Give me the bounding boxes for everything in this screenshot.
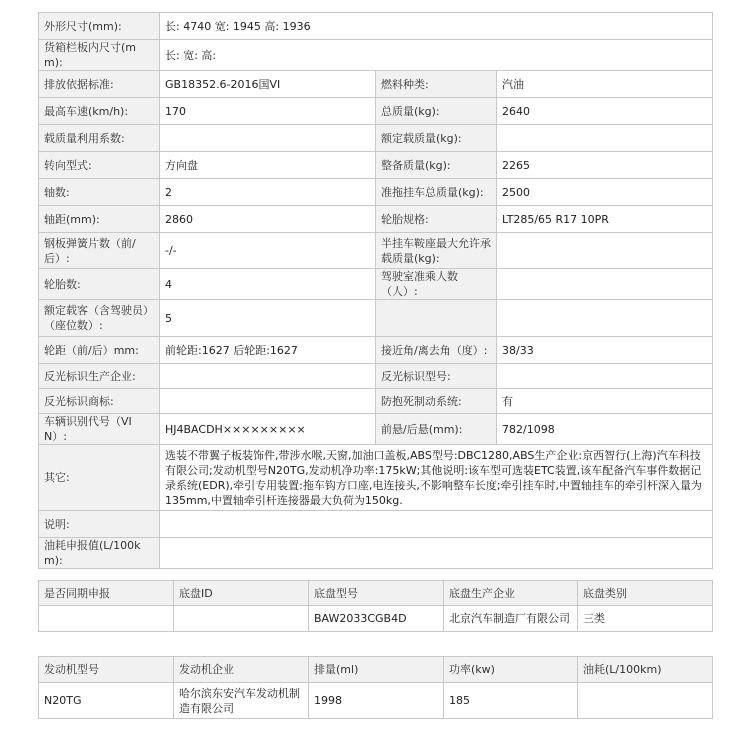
param-label xyxy=(376,300,497,337)
param-label: 外形尺寸(mm): xyxy=(39,13,160,40)
chassis-header-model: 底盘型号 xyxy=(309,581,444,606)
param-label: 最高车速(km/h): xyxy=(39,98,160,125)
engine-table xyxy=(38,656,713,719)
vehicle-param-row xyxy=(39,40,713,71)
param-label: 接近角/离去角（度）: xyxy=(376,337,497,364)
param-label: 驾驶室准乘人数（人）: xyxy=(376,269,497,300)
param-value: 2265 xyxy=(497,152,713,179)
chassis-header-id: 底盘ID xyxy=(174,581,309,606)
param-value: 方向盘 xyxy=(160,152,376,179)
vehicle-param-row xyxy=(39,125,713,152)
vehicle-param-row xyxy=(39,300,713,337)
param-value: GB18352.6-2016国VI xyxy=(160,71,376,98)
param-value xyxy=(497,269,713,300)
param-label: 防抱死制动系统: xyxy=(376,389,497,414)
param-value: 长: 宽: 高: xyxy=(160,40,713,71)
param-label: 准拖挂车总质量(kg): xyxy=(376,179,497,206)
vehicle-params-table xyxy=(38,12,713,569)
param-label: 轴距(mm): xyxy=(39,206,160,233)
chassis-header-sync: 是否同期申报 xyxy=(39,581,174,606)
param-label: 半挂车鞍座最大允许承载质量(kg): xyxy=(376,233,497,269)
engine-power-value: 185 xyxy=(444,683,578,719)
chassis-table xyxy=(38,580,713,632)
vehicle-param-row xyxy=(39,337,713,364)
vehicle-param-row xyxy=(39,152,713,179)
vehicle-param-row xyxy=(39,71,713,98)
chassis-header-maker: 底盘生产企业 xyxy=(444,581,578,606)
vehicle-param-row xyxy=(39,389,713,414)
vehicle-param-row xyxy=(39,511,713,538)
param-value: 有 xyxy=(497,389,713,414)
param-value: 5 xyxy=(160,300,376,337)
engine-header-displacement: 排量(ml) xyxy=(309,657,444,683)
vehicle-param-row xyxy=(39,445,713,511)
engine-model-value: N20TG xyxy=(39,683,174,719)
param-label: 额定载客（含驾驶员）（座位数）: xyxy=(39,300,160,337)
chassis-model-value: BAW2033CGB4D xyxy=(309,606,444,632)
param-value: HJ4BACDH××××××××× xyxy=(160,414,376,445)
vehicle-param-row xyxy=(39,13,713,40)
param-label: 排放依据标准: xyxy=(39,71,160,98)
engine-header-power: 功率(kw) xyxy=(444,657,578,683)
vehicle-param-row xyxy=(39,98,713,125)
chassis-sync-value xyxy=(39,606,174,632)
param-value: 汽油 xyxy=(497,71,713,98)
param-label: 反光标识商标: xyxy=(39,389,160,414)
param-label: 额定载质量(kg): xyxy=(376,125,497,152)
param-value xyxy=(160,538,713,569)
param-label: 反光标识型号: xyxy=(376,364,497,389)
engine-fuel-value xyxy=(578,683,713,719)
chassis-category-value: 三类 xyxy=(578,606,713,632)
param-value: 2500 xyxy=(497,179,713,206)
chassis-header-category: 底盘类别 xyxy=(578,581,713,606)
param-label: 轮胎数: xyxy=(39,269,160,300)
vehicle-param-row xyxy=(39,269,713,300)
param-value xyxy=(497,125,713,152)
param-value: 2640 xyxy=(497,98,713,125)
vehicle-param-row xyxy=(39,233,713,269)
param-label: 燃料种类: xyxy=(376,71,497,98)
param-label: 车辆识别代号（VIN）: xyxy=(39,414,160,445)
vehicle-param-row xyxy=(39,538,713,569)
param-label: 钢板弹簧片数（前/后）: xyxy=(39,233,160,269)
param-label: 载质量利用系数: xyxy=(39,125,160,152)
param-label: 前悬/后悬(mm): xyxy=(376,414,497,445)
param-value xyxy=(160,125,376,152)
param-label: 轮胎规格: xyxy=(376,206,497,233)
param-label: 油耗申报值(L/100km): xyxy=(39,538,160,569)
param-value: 38/33 xyxy=(497,337,713,364)
param-value xyxy=(497,233,713,269)
param-value: -/- xyxy=(160,233,376,269)
param-label: 轴数: xyxy=(39,179,160,206)
param-label: 整备质量(kg): xyxy=(376,152,497,179)
vehicle-param-row xyxy=(39,179,713,206)
param-label: 其它: xyxy=(39,445,160,511)
chassis-maker-value: 北京汽车制造厂有限公司 xyxy=(444,606,578,632)
engine-header-fuel: 油耗(L/100km) xyxy=(578,657,713,683)
param-value: 选装不带翼子板装饰件,带涉水喉,天窗,加油口盖板,ABS型号:DBC1280,ABS生产企业:京西智行(上海)汽车科技有限公司;发动机型号N20TG,发动机净功率:175kW;其他说明:该车型可选装ETC装置,该车配备汽车事件数据记录系统(EDR),牵引专用装置:拖车钩方口座,电连接头,不影响整车长度;牵引挂车时,中置轴挂车的牵引杆深入量为135mm,中置轴牵引杆连接器最大负荷为150kg. xyxy=(160,445,713,511)
param-label: 货箱栏板内尺寸(mm): xyxy=(39,40,160,71)
vehicle-param-row xyxy=(39,206,713,233)
engine-displacement-value: 1998 xyxy=(309,683,444,719)
param-value xyxy=(497,364,713,389)
engine-maker-value: 哈尔滨东安汽车发动机制造有限公司 xyxy=(174,683,309,719)
param-label: 轮距（前/后）mm: xyxy=(39,337,160,364)
param-label: 反光标识生产企业: xyxy=(39,364,160,389)
param-label: 转向型式: xyxy=(39,152,160,179)
engine-header-maker: 发动机企业 xyxy=(174,657,309,683)
param-value xyxy=(497,300,713,337)
param-value xyxy=(160,511,713,538)
param-value: 782/1098 xyxy=(497,414,713,445)
param-value xyxy=(160,389,376,414)
param-value: 2 xyxy=(160,179,376,206)
param-label: 总质量(kg): xyxy=(376,98,497,125)
param-value: 170 xyxy=(160,98,376,125)
param-value: 2860 xyxy=(160,206,376,233)
param-value xyxy=(160,364,376,389)
vehicle-param-row xyxy=(39,364,713,389)
vehicle-param-row xyxy=(39,414,713,445)
param-value: 4 xyxy=(160,269,376,300)
chassis-id-value xyxy=(174,606,309,632)
param-value: 前轮距:1627 后轮距:1627 xyxy=(160,337,376,364)
engine-header-model: 发动机型号 xyxy=(39,657,174,683)
param-label: 说明: xyxy=(39,511,160,538)
param-value: LT285/65 R17 10PR xyxy=(497,206,713,233)
param-value: 长: 4740 宽: 1945 高: 1936 xyxy=(160,13,713,40)
